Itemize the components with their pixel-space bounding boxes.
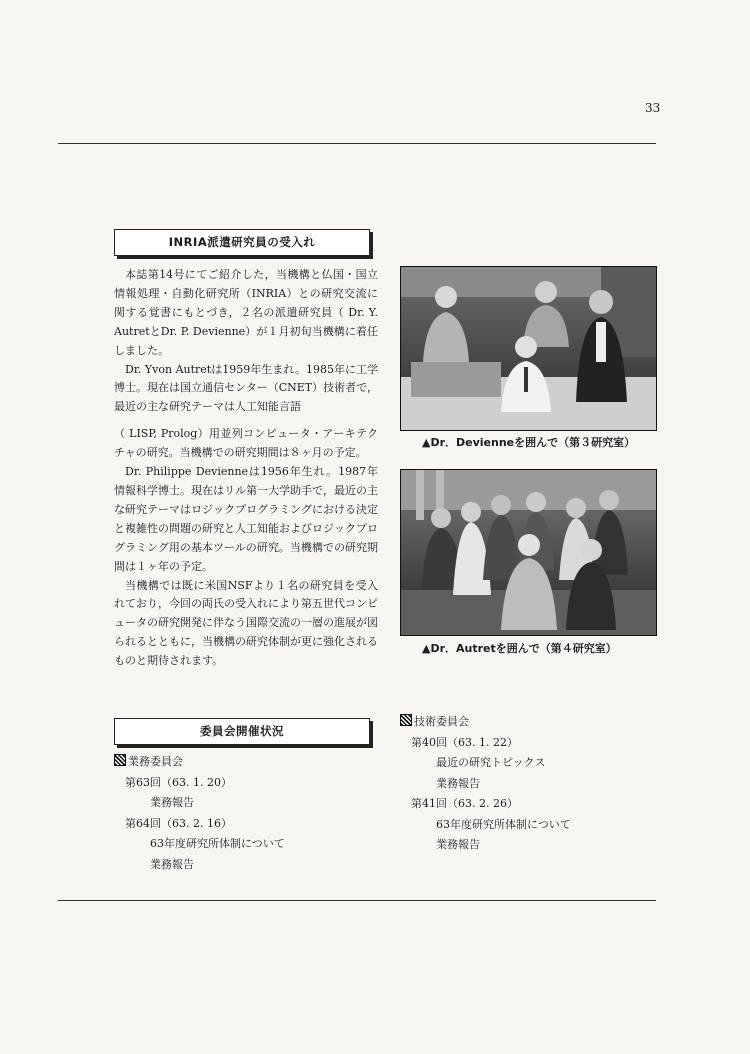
- meeting-topic: 63年度研究所体制について: [436, 817, 571, 831]
- article-paragraph: （ LISP, Prolog）用並列コンピュータ・アーキテクチャの研究。当機構での研究期間は８ヶ月の予定。: [114, 427, 378, 460]
- meeting-label: 第41回（63. 2. 26）: [411, 797, 518, 810]
- meeting-label: 第40回（63. 1. 22）: [411, 735, 518, 749]
- technical-committee: [400, 712, 571, 856]
- meeting-label: 第63回（63. 1. 20）: [125, 775, 232, 789]
- meeting-label: 第64回（63. 2. 16）: [125, 816, 232, 830]
- page-number: 33: [645, 101, 661, 115]
- meeting-topic: 業務報告: [436, 776, 480, 790]
- paragraph-gap: [114, 417, 378, 425]
- meeting-topic: 63年度研究所体制について: [150, 837, 285, 850]
- group-photo-icon: [401, 470, 656, 635]
- photo-autret-group: [400, 469, 657, 636]
- inria-article: [114, 266, 378, 671]
- committee-section-heading: 委員会開催状況: [114, 718, 370, 745]
- technical-committee-title: 技術委員会: [400, 712, 571, 733]
- meeting-topic: 業務報告: [436, 838, 480, 851]
- meeting-topic: 業務報告: [150, 857, 194, 871]
- photo-caption: ▲Dr．Autretを囲んで（第４研究室）: [422, 642, 617, 655]
- group-photo-icon: [401, 267, 656, 430]
- top-rule: [58, 143, 656, 144]
- inria-section-heading: INRIA派遣研究員の受入れ: [114, 229, 370, 256]
- article-paragraph: Dr. Yvon Autretは1959年生まれ。1985年に工学博士。現在は国立通信センター（CNET）技術者で，最近の主な研究テーマは人工知能言語: [114, 362, 378, 414]
- meeting-topic: 業務報告: [150, 796, 194, 809]
- business-committee-title: 業務委員会: [114, 752, 285, 773]
- business-committee: [114, 752, 285, 875]
- photo-caption: ▲Dr．Devienneを囲んで（第３研究室）: [422, 436, 636, 449]
- article-paragraph: 当機構では既に米国NSFより１名の研究員を受入れており，今回の両氏の受入れにより第五世代コンピュータの研究開発に伴なう国際交流の一層の進展が図られるとともに，当機構の研究体制が更に強化されるものと期待されます。: [114, 578, 378, 668]
- meeting-topic: 最近の研究トピックス: [436, 756, 546, 769]
- bottom-rule: [58, 900, 656, 901]
- article-paragraph: 本誌第14号にてご紹介した，当機構と仏国・国立情報処理・自動化研究所（INRIA）との研究交流に関する覚書にもとづき，２名の派遣研究員（ Dr. Y. AutretとDr. P. Devienne）が１月初旬当機構に着任しました。: [114, 268, 378, 357]
- photo-devienne-group: [400, 266, 657, 431]
- article-paragraph: Dr. Philippe Devienneは1956年生れ。1987年情報科学博士。現在はリル第一大学助手で，最近の主な研究テーマはロジックプログラミングにおける決定と複雑性の問題の研究と人工知能およびロジックプログラミング用の基本ツールの研究。当機構での研究期間は１ヶ年の予定。: [114, 465, 378, 573]
